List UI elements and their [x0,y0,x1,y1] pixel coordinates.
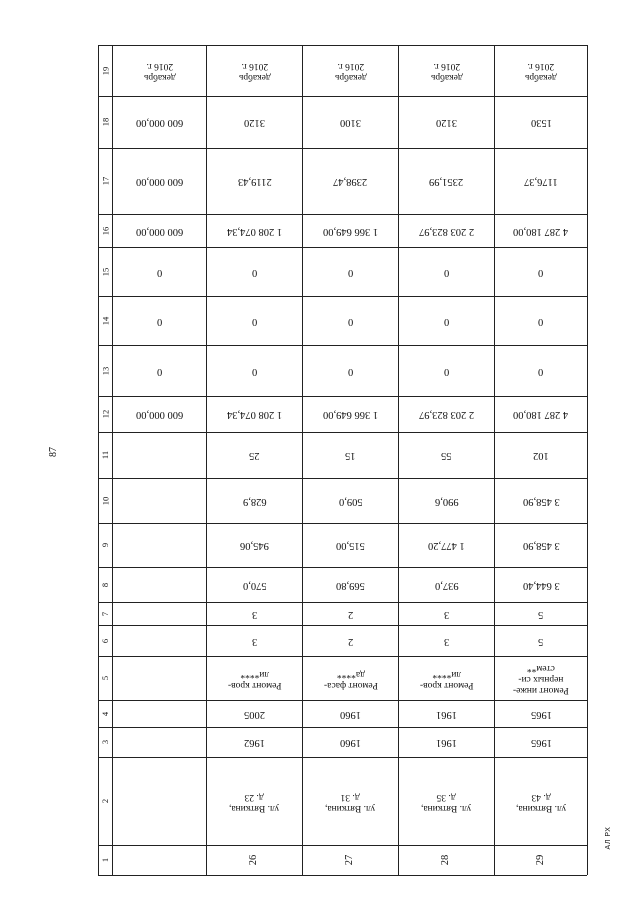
cell-text: 1965 [530,737,552,749]
table-cell-col-18 [113,97,206,148]
table-cell-col-4 [495,701,587,727]
table-cell-col-7 [399,603,494,625]
cell-text: 570,0 [242,580,267,592]
column-number-text: 2 [100,798,110,804]
cell-text: 3100 [340,117,361,129]
column-number [98,656,112,700]
table-cell-col-15 [113,248,206,296]
cell-text: 600 000,00 [135,176,184,188]
cell-text: 1 208 074,34 [226,409,283,421]
footer-code: АЛ РХ [605,826,612,850]
table-cell-col-18 [303,97,398,148]
cell-text: 1960 [340,737,361,749]
table-cell-col-1 [207,846,302,875]
cell-text: Ремонт инже- нерных си- стем** [513,663,569,695]
table-cell-col-3 [495,728,587,757]
column-number-text: 19 [100,66,110,75]
table-cell-col-15 [495,248,587,296]
cell-text: 2351,99 [429,176,464,188]
cell-text: 2 [347,636,354,648]
cell-text: 2398,47 [333,176,368,188]
cell-text: 0 [251,267,258,279]
table-cell-col-3 [303,728,398,757]
table-cell-col-2 [399,758,494,845]
cell-text: декабрь 2016 г. [334,61,367,82]
cell-text: 628,9 [242,496,267,508]
cell-text: 1530 [530,117,552,129]
table-cell-col-13 [495,346,587,396]
column-number [98,567,112,602]
column-number [98,757,112,845]
table-cell-col-5 [207,657,302,700]
table-cell-col-16 [399,215,494,247]
column-number [98,700,112,727]
cell-text: 3 [251,609,258,621]
table-cell-col-4 [399,701,494,727]
table-cell-col-16 [303,215,398,247]
page-number: 87 [48,447,59,457]
table-cell-col-2 [113,758,206,845]
table-cell-col-12 [399,397,494,432]
table-cell-col-19 [399,46,494,96]
table-cell-col-15 [303,248,398,296]
cell-text: 569,80 [336,580,365,592]
cell-text: 26 [248,855,260,866]
cell-text: 515,00 [336,540,365,552]
table-cell-col-11 [495,433,587,478]
cell-text: 2119,43 [237,176,272,188]
table-cell-col-5 [303,657,398,700]
table-cell-col-11 [113,433,206,478]
cell-text: 600 000,00 [135,117,184,129]
table-cell-col-16 [207,215,302,247]
column-number-text: 5 [100,675,110,681]
column-number-text: 16 [100,226,110,235]
column-number [98,478,112,523]
cell-text: 0 [156,366,163,378]
table-cell-col-8 [399,568,494,602]
table-cell-col-10 [207,479,302,523]
cell-text: Ремонт кров- ли**** [227,668,282,690]
cell-text: 945,06 [240,540,269,552]
table-cell-col-3 [113,728,206,757]
table-cell-col-10 [303,479,398,523]
cell-text: 3 [443,636,450,648]
table-cell-col-16 [495,215,587,247]
column-number [98,602,112,625]
cell-text: 25 [249,450,260,462]
cell-text: 0 [251,366,258,378]
cell-text: 1176,37 [524,176,558,188]
cell-text: Ремонт фаса- да**** [323,668,378,690]
table-cell-col-2 [207,758,302,845]
table-cell-col-10 [399,479,494,523]
column-number-text: 11 [100,450,110,460]
column-number-text: 13 [100,366,110,375]
table-cell-col-10 [113,479,206,523]
table-cell-col-11 [207,433,302,478]
table-cell-col-17 [495,149,587,214]
cell-text: 0 [538,316,544,328]
cell-text: 0 [156,267,163,279]
cell-text: 1 208 074,34 [226,226,283,238]
column-number-text: 8 [100,582,110,587]
table-cell-col-15 [207,248,302,296]
table-cell-col-17 [113,149,206,214]
cell-text: 1965 [530,709,552,721]
cell-text: 0 [251,316,258,328]
table-cell-col-19 [207,46,302,96]
cell-text: 3 458,90 [522,496,560,508]
column-number [98,247,112,296]
column-number [98,523,112,567]
column-number [98,396,112,432]
table-cell-col-9 [113,524,206,567]
cell-text: 509,0 [338,496,363,508]
table-cell-col-14 [113,297,206,345]
table-cell-col-4 [207,701,302,727]
cell-text: 3 644,40 [522,580,560,592]
table-cell-col-13 [113,346,206,396]
table-cell-col-18 [495,97,587,148]
cell-text: 4 287 180,00 [513,409,569,421]
table-cell-col-17 [303,149,398,214]
table-cell-col-2 [495,758,587,845]
table-cell-col-14 [399,297,494,345]
column-number-text: 12 [100,409,110,419]
cell-text: 3 [443,609,450,621]
table-cell-col-17 [399,149,494,214]
table-cell-col-13 [399,346,494,396]
table-cell-col-12 [495,397,587,432]
table-cell-col-17 [207,149,302,214]
table-cell-col-7 [303,603,398,625]
cell-text: 1960 [340,709,361,721]
table-horizontal-rule [98,875,587,876]
table-cell-col-8 [207,568,302,602]
cell-text: 3 [251,636,258,648]
cell-text: 15 [345,450,356,462]
table-cell-col-3 [207,728,302,757]
table-cell-col-7 [113,603,206,625]
table-cell-col-12 [207,397,302,432]
column-number [98,625,112,656]
cell-text: 5 [538,636,544,648]
table-cell-col-6 [495,626,587,656]
table-cell-col-3 [399,728,494,757]
table-cell-col-18 [207,97,302,148]
cell-text: 3120 [244,117,265,129]
table-cell-col-13 [207,346,302,396]
cell-text: 0 [538,267,544,279]
column-number-text: 18 [100,117,110,127]
table-cell-col-14 [207,297,302,345]
cell-text: 3 458,90 [522,540,560,552]
cell-text: 0 [156,316,163,328]
cell-text: 1962 [244,737,265,749]
table-cell-col-6 [113,626,206,656]
cell-text: 1961 [436,709,457,721]
cell-text: ул. Вяткина, д. 35 [421,791,472,813]
cell-text: 102 [533,450,549,462]
cell-text: 0 [443,366,450,378]
table-cell-col-8 [303,568,398,602]
cell-text: 55 [441,450,452,462]
table-cell-col-9 [399,524,494,567]
table-cell-col-12 [113,397,206,432]
cell-text: 600 000,00 [135,409,184,421]
table-cell-col-14 [495,297,587,345]
table-cell-col-9 [207,524,302,567]
cell-text: 2 203 823,97 [418,409,475,421]
column-number-text: 9 [100,542,110,548]
cell-text: 1 366 649,00 [322,226,379,238]
cell-text: 28 [440,855,452,866]
table-cell-col-18 [399,97,494,148]
table-vertical-rule [587,45,588,875]
table-cell-col-9 [495,524,587,567]
cell-text: ул. Вяткина, д. 31 [325,791,376,813]
cell-text: 1 366 649,00 [322,409,379,421]
column-number-text: 3 [100,739,110,745]
table-cell-col-4 [113,701,206,727]
column-number-text: 17 [100,176,110,186]
cell-text: 937,0 [434,580,459,592]
cell-text: 2 203 823,97 [418,226,475,238]
cell-text: декабрь 2016 г. [525,61,557,82]
table-cell-col-10 [495,479,587,523]
table-cell-col-6 [399,626,494,656]
table-cell-col-6 [207,626,302,656]
cell-text: 0 [347,316,354,328]
column-number-text: 10 [100,496,110,505]
table-cell-col-4 [303,701,398,727]
cell-text: ул. Вяткина, д. 23 [229,791,280,813]
cell-text: 2005 [244,709,265,721]
cell-text: 2 [347,609,354,621]
column-number [98,345,112,396]
column-number [98,727,112,757]
table-cell-col-19 [113,46,206,96]
table-cell-col-15 [399,248,494,296]
cell-text: 29 [534,855,546,866]
table-cell-col-5 [399,657,494,700]
table-cell-col-1 [399,846,494,875]
table-cell-col-19 [495,46,587,96]
column-number-text: 4 [100,711,110,716]
table-cell-col-8 [495,568,587,602]
table-cell-col-5 [495,657,587,700]
table-cell-col-1 [113,846,206,875]
column-number-text: 1 [100,857,110,863]
table-cell-col-6 [303,626,398,656]
cell-text: 600 000,00 [135,226,184,238]
column-number-text: 6 [100,638,110,643]
cell-text: 0 [347,366,354,378]
column-number [98,45,112,96]
cell-text: 4 287 180,00 [513,226,569,238]
cell-text: декабрь 2016 г. [238,61,271,82]
table-cell-col-9 [303,524,398,567]
cell-text: 27 [344,855,356,866]
cell-text: декабрь 2016 г. [143,61,176,82]
cell-text: 990,6 [434,496,459,508]
table-cell-col-8 [113,568,206,602]
column-number [98,148,112,214]
column-number-text: 7 [100,611,110,616]
table-cell-col-16 [113,215,206,247]
table-cell-col-2 [303,758,398,845]
table-cell-col-11 [399,433,494,478]
column-number [98,296,112,345]
cell-text: 1961 [436,737,457,749]
cell-text: 3120 [436,117,457,129]
cell-text: Ремонт кров- ли**** [419,668,474,690]
table-cell-col-13 [303,346,398,396]
cell-text: 1 477,20 [428,540,465,552]
cell-text: 0 [443,316,450,328]
cell-text: 0 [347,267,354,279]
column-number-text: 15 [100,267,110,276]
column-number [98,96,112,148]
cell-text: 5 [538,609,544,621]
column-number [98,845,112,875]
table-cell-col-7 [207,603,302,625]
column-number-text: 14 [100,316,110,325]
table-cell-col-1 [303,846,398,875]
column-number [98,214,112,247]
table-cell-col-14 [303,297,398,345]
table-cell-col-12 [303,397,398,432]
table-cell-col-7 [495,603,587,625]
cell-text: декабрь 2016 г. [430,61,463,82]
table-cell-col-19 [303,46,398,96]
cell-text: 0 [443,267,450,279]
table-cell-col-1 [495,846,587,875]
table-cell-col-11 [303,433,398,478]
cell-text: ул. Вяткина, д. 43 [515,791,567,813]
table-cell-col-5 [113,657,206,700]
column-number [98,432,112,478]
cell-text: 0 [538,366,544,378]
